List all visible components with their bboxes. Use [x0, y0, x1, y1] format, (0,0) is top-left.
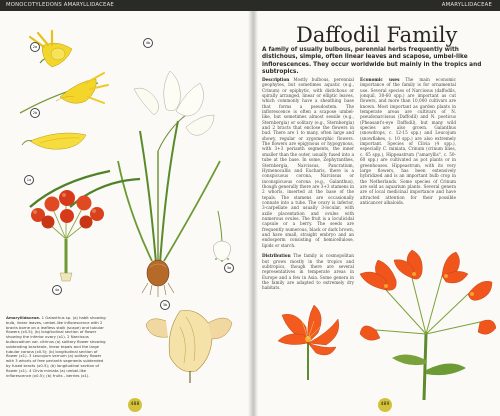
- family-intro: A family of usually bulbous, perennial herbs frequently with distichous, simple, often linear leaves and scapose, umbel-like inflorescences. They occur worldwide but mainly in the tropics and subtropics.: [262, 47, 482, 75]
- figure-label: 2a: [30, 42, 40, 52]
- leucojum-plant-3b: [118, 71, 220, 297]
- figure-label: 1a: [24, 175, 34, 185]
- left-running-header: MONOCOTYLEDONS AMARYLLIDACEAE: [0, 0, 253, 11]
- distribution-text: The family is cosmopolitan but grows mostly in the tropics and subtropics, though there are several representatives in temperate areas in Europe and a few in Asia. Some genera in the family are adapted to extremely dry habitats.: [262, 253, 354, 291]
- distribution-heading: Distribution: [262, 253, 291, 259]
- description-heading: Description: [262, 77, 290, 82]
- figure-caption: [6, 316, 106, 386]
- right-page-number: 489: [378, 398, 392, 412]
- caption-lead: Amaryllidaceae.: [6, 316, 41, 320]
- clivia-single-flower: [268, 285, 348, 380]
- right-running-header: AMARYLLIDACEAE: [253, 0, 500, 11]
- left-page-number: 488: [128, 398, 142, 412]
- economic-uses-text: The main economic importance of the family is for ornamental use. Several species of Narcissus (daffodils, jonquil, 30-60 spp.) are important as cut flowers, and more than 10,000 cultivars are known. Most important as garden plants in temperate areas are cultivars of N. pseudonarcissus (Daffodil) and N. poeticus (Pheasant's-eye Daffodil), but many wild species are also grown. Galanthus (snowdrops, c. 12-15 spp.) and Leucojum (snowflakes, c. 10 spp.) are also extremely important. Species of Clivia (4 spp.), especially C. miniata, Crinum (crinum lilies, c. 65 spp.), Hippeastrum ("amaryllis", c. 50-60 spp.) are cultivated as pot plants or in greenhouses. Hippeastrum, with its very large flowers, has been extensively hybridized and is an important bulb crop in the Netherlands. Some species of Crinum are sold as aquarium plants. Several genera are of local medicinal importance and have attracted attention for their possible anticancer alkaloids.: [360, 77, 456, 205]
- leucojum-flower-3a: [214, 211, 231, 262]
- figure-label: 4b: [143, 38, 153, 48]
- family-title: Daffodil Family: [296, 23, 458, 47]
- figure-label: 3b: [160, 300, 170, 310]
- caption-text: 1 Galanthus sp. (a) habit showing bulb, linear leaves, umbel-like inflorescence with 2 bracts borne on a leafless stalk (scape) and tubular flowers (x0.5); (b) longitudinal section of flower showing the inferior ovary (x1). 2 Narcissus bulbocodium var. citrinus (a) solitary flower showing subtending bracteole, linear tepals and the large tubular corona (x0.5); (b) longitudinal section of flower (x1). 3 Leucojum vernum (a) solitary flower with 3 whorls of free perianth segments subtended by fused bracts (x0.5); (b) longitudinal section of flower (x1). 4 Clivia miniata (a) umbel-like inflorescence (x0.5); (b) fruits - berries (x1).: [6, 316, 106, 378]
- clivia-flower-illustration: [356, 250, 496, 400]
- bulb-section-4b: [146, 310, 232, 383]
- description-text: Mostly bulbous, perennial geophytes, but sometimes aquatic (e.g., Crinum) or epiphytic, with distichous or spirally arranged, linear or elliptic leaves, which commonly have a sheathing base that forms a pseudostem. The inflorescence is often a scapose umbel-like, but sometimes almost sessile (e.g., Sternbergia) or solitary (e.g., Sternbergia) and 2 bracts that enclose the flowers in bud. There are 1 to many, often large and showy, regular or zygomorphic flowers. The flowers are epigynous or hypogynous, with 3+3 perianth segments, the inner smaller than the outer, usually fused into a tube at the base. In some, Zephyranthes, Sternbergia, Narcissus, Pancratium, Hymenocallis and Eucharis, there is a conspicuous corona, Narcissus or inconspicuous corona (e.g., Galanthus), though generally there are 3+3 stamens in 2 whorls, inserted at the base of the tepals. The stamens are occasionally connate into a tube. The ovary is inferior, 3-carpellate and usually 3-locular, with axile placentation and ovules with numerous ovules. The fruit is a loculicidal capsule or a berry. The seeds are frequently numerous, black or dark brown, and have small, straight embryo and an endosperm consisting of hemicellulose, lipids or starch.: [262, 77, 354, 248]
- figure-label: 4a: [52, 285, 62, 295]
- economic-uses-heading: Economic uses: [360, 77, 400, 82]
- narcissus-section-2b: [20, 73, 108, 113]
- figure-label: 3a: [224, 263, 234, 273]
- figure-label: 2b: [30, 108, 40, 118]
- galanthus-section-1b: [22, 133, 86, 149]
